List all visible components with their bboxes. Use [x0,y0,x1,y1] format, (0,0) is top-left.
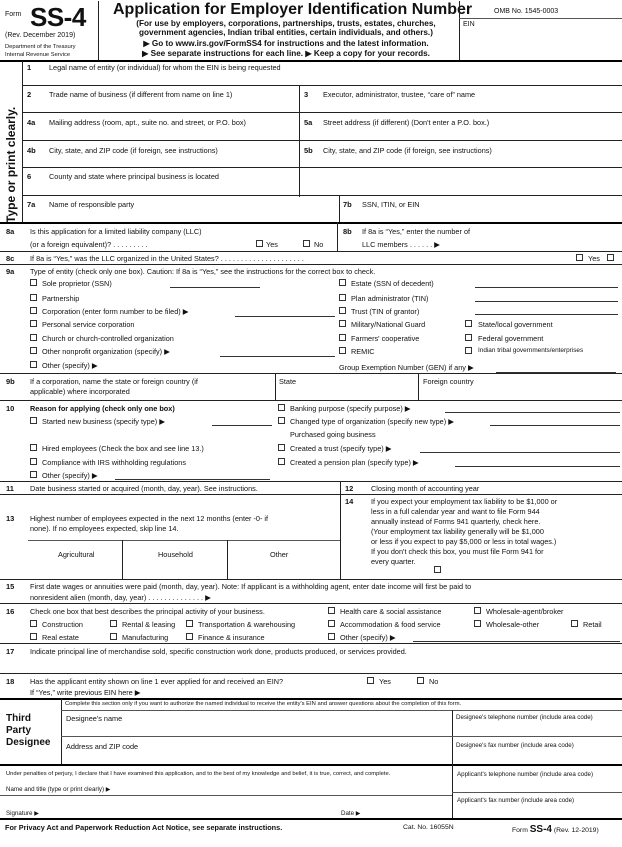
subtitle-3: ▶ Go to www.irs.gov/FormSS4 for instructions and the latest information. [143,39,429,48]
line-5b-number: 5b [304,146,313,155]
entity-type-label: Indian tribal governments/enterprises [478,347,584,354]
line-3-label: Executor, administrator, trustee, “care of” name [323,90,476,99]
entity-specify-line[interactable] [170,287,260,288]
activity-label: Finance & insurance [198,633,265,642]
reason-specify-line[interactable] [490,425,620,426]
line-9b-state-label: State [279,377,297,386]
line-4a-number: 4a [27,118,36,127]
line-13-number: 13 [6,514,15,523]
line-7a-field[interactable] [23,209,338,221]
reason-label: Compliance with IRS withholding regulations [42,458,186,467]
activity-label: Accommodation & food service [340,620,441,629]
line-17-field[interactable] [28,657,620,671]
applicant-fax-label: Applicant's fax number (include area code) [457,797,575,804]
line-5a-number: 5a [304,118,313,127]
line-11-number: 11 [6,484,14,493]
entity-specify-line[interactable] [235,316,335,317]
line-18-label: Has the applicant entity shown on line 1 ever applied for and received an EIN? [30,677,284,686]
line-2-number: 2 [27,90,32,99]
form-title: Application for Employer Identification Number [113,1,473,18]
designee-address-label: Address and ZIP code [66,742,139,751]
entity-type-label: Military/National Guard [351,320,426,329]
line-1-field[interactable] [23,72,621,84]
line-8b-label: If 8a is “Yes,” enter the number of [362,227,471,236]
line-2-label: Trade name of business (if different from name on line 1) [49,90,233,99]
entity-type-checkbox[interactable] [339,279,346,286]
line-4b-number: 4b [27,146,36,155]
omb-number: OMB No. 1545-0003 [494,8,559,15]
third-party-title-1: Third [6,713,31,724]
line-8a-label: Is this application for a limited liability company (LLC) [30,227,202,236]
entity-type-label: Trust (TIN of grantor) [351,307,420,316]
line-9b-foreign-label: Foreign country [423,377,474,386]
line-18-number: 18 [6,677,15,686]
footer-form-id: SS-4 [529,824,552,835]
signature-field[interactable] [50,802,335,816]
line-17-label: Indicate principal line of merchandise sold, specific construction work done, products produced, or services provided. [30,647,407,656]
entity-type-checkbox[interactable] [465,320,472,327]
activity-checkbox[interactable] [474,620,481,627]
line-15-number: 15 [6,582,15,591]
designee-name-field[interactable] [64,724,450,735]
line-9b-foreign-field[interactable] [420,387,620,398]
designee-fax-label: Designee's fax number (include area code) [456,742,574,749]
line-4b-field[interactable] [23,155,298,167]
entity-type-checkbox[interactable] [465,347,472,354]
reason-label: Created a pension plan (specify type) ▶ [290,458,419,467]
activity-label: Wholesale-agent/broker [486,607,564,616]
line-5a-label: Street address (if different) (Don't enter a P.O. box.) [323,118,490,127]
designee-phone-label: Designee's telephone number (include area code) [456,714,593,721]
privacy-notice: For Privacy Act and Paperwork Reduction Act Notice, see separate instructions. [5,823,283,832]
activity-label: Health care & social assistance [340,607,442,616]
line-8c-yes-label: Yes [588,254,600,263]
line-18-yes-checkbox[interactable] [367,677,374,684]
line-7a-number: 7a [27,200,36,209]
line-18-no-checkbox[interactable] [417,677,424,684]
line-7b-label: SSN, ITIN, or EIN [362,200,420,209]
entity-type-label: Partnership [42,294,80,303]
footer-form [512,824,599,835]
line-12-field[interactable] [500,484,620,494]
line-7b-field[interactable] [340,209,620,221]
reason-checkbox[interactable] [278,417,285,424]
activity-checkbox[interactable] [110,620,117,627]
line-12-label: Closing month of accounting year [371,484,480,493]
line-9b-label-2: applicable) where incorporated [30,387,130,396]
line-18-label-2: If “Yes,” write previous EIN here ▶ [30,688,141,697]
line-13-label: Highest number of employees expected in the next 12 months (enter -0- if [30,514,269,523]
line-8a-yes-checkbox[interactable] [256,240,263,247]
line-4a-field[interactable] [23,127,298,139]
line-7a-label: Name of responsible party [49,200,135,209]
employees-other-field[interactable] [229,561,337,577]
line-9b-state-field[interactable] [277,387,417,398]
line-8c-no-checkbox[interactable] [607,254,614,261]
line-15-field[interactable] [220,592,620,602]
subtitle-2: government agencies, Indian tribal entities, certain individuals, and others.) [139,28,433,37]
activity-label: Rental & leasing [122,620,176,629]
activity-checkbox[interactable] [186,620,193,627]
entity-type-label: Corporation (enter form number to be filed) ▶ [42,307,189,316]
employees-other-label: Other [270,550,289,559]
third-party-title-3: Designee [6,737,51,748]
reason-label: Created a trust (specify type) ▶ [290,444,392,453]
reason-label: Hired employees (Check the box and see line 13.) [42,444,204,453]
line-10-number: 10 [6,404,15,413]
reason-specify-line[interactable] [115,479,270,480]
activity-checkbox[interactable] [474,607,481,614]
activity-checkbox[interactable] [186,633,193,640]
line-4b-label: City, state, and ZIP code (if foreign, see instructions) [49,146,218,155]
reason-checkbox[interactable] [30,417,37,424]
reason-label: Other (specify) ▶ [42,471,98,480]
entity-type-label: Plan administrator (TIN) [351,294,429,303]
line-4a-label: Mailing address (room, apt., suite no. and street, or P.O. box) [49,118,246,127]
line-8b-label-2: LLC members . . . . . . ▶ [362,240,440,249]
line-14-text: less in a full calendar year and want to file Form 944 [371,507,540,516]
line-15-label: First date wages or annuities were paid (month, day, year). Note: If applicant is a withholding agent, enter date income will first be paid to [30,582,472,591]
entity-type-label: Sole proprietor (SSN) [42,279,112,288]
previous-ein-field[interactable] [165,687,365,697]
line-5b-label: City, state, and ZIP code (if foreign, see instructions) [323,146,492,155]
entity-tin-line[interactable] [475,314,618,315]
designee-address-field[interactable] [64,751,450,762]
entity-type-label: Other nonprofit organization (specify) ▶ [42,347,170,356]
line-6-field[interactable] [23,181,621,193]
line-6-label: County and state where principal business is located [49,172,219,181]
activity-label: Transportation & warehousing [198,620,296,629]
footer-form-word: Form [512,827,528,834]
reason-label: Changed type of organization (specify new type) ▶ [290,417,454,426]
ein-label: EIN [463,21,475,28]
entity-type-checkbox[interactable] [339,347,346,354]
employees-household-label: Household [158,550,193,559]
entity-type-checkbox[interactable] [30,320,37,327]
perjury-statement: Under penalties of perjury, I declare that I have examined this application, and to the best of my knowledge and belief, it is true, correct, and complete. [6,771,391,777]
entity-type-checkbox[interactable] [30,347,37,354]
reason-checkbox[interactable] [30,444,37,451]
line-2-field[interactable] [23,99,298,111]
line-18-yes-label: Yes [379,677,391,686]
gen-label: Group Exemption Number (GEN) if any ▶ [339,363,474,372]
line-15-label-2: nonresident alien (month, day, year) . . . . . . . . . . . . . . ▶ [30,593,211,602]
applicant-phone-label: Applicant's telephone number (include area code) [457,771,594,778]
activity-checkbox[interactable] [571,620,578,627]
line-8a-no-label: No [314,240,324,249]
reason-label: Started new business (specify type) ▶ [42,417,165,426]
entity-type-label: Federal government [478,334,544,343]
entity-type-label: Other (specify) ▶ [42,361,98,370]
entity-type-checkbox[interactable] [30,361,37,368]
line-12-number: 12 [345,484,354,493]
line-14-text: (Your employment tax liability generally will be $1,000 [371,527,544,536]
agency: Internal Revenue Service [5,52,71,58]
form-number: SS-4 [30,2,86,32]
line-8b-number: 8b [343,227,352,236]
employees-agricultural-label: Agricultural [58,550,95,559]
reason-specify-line[interactable] [420,452,620,453]
entity-type-checkbox[interactable] [339,294,346,301]
line-1-label: Legal name of entity (or individual) for whom the EIN is being requested [49,63,281,72]
name-title-field[interactable] [140,784,450,794]
applicant-fax-field[interactable] [455,806,620,817]
line-16-number: 16 [6,607,15,616]
entity-type-checkbox[interactable] [339,320,346,327]
subtitle-1: (For use by employers, corporations, partnerships, trusts, estates, churches, [136,19,436,28]
entity-tin-line[interactable] [475,287,618,288]
entity-type-label: Estate (SSN of decedent) [351,279,434,288]
activity-label: Manufacturing [122,633,169,642]
activity-checkbox[interactable] [328,620,335,627]
line-3-number: 3 [304,90,309,99]
line-10-label: Reason for applying (check only one box) [30,404,175,413]
entity-type-checkbox[interactable] [30,294,37,301]
line-1-number: 1 [27,63,32,72]
employees-agricultural-field[interactable] [30,561,120,577]
reason-label: Banking purpose (specify purpose) ▶ [290,404,411,413]
line-9b-number: 9b [6,377,15,386]
entity-specify-line[interactable] [220,356,335,357]
line-14-text: annually instead of Forms 941 quarterly, check here. [371,517,541,526]
entity-type-checkbox[interactable] [30,334,37,341]
activity-checkbox[interactable] [30,620,37,627]
line-14-text: If you expect your employment tax liability to be $1,000 or [371,497,558,506]
entity-tin-line[interactable] [475,301,618,302]
name-title-label: Name and title (type or print clearly) ▶ [6,786,111,793]
line-5b-field[interactable] [300,155,620,167]
activity-label: Retail [583,620,602,629]
line-8a-no-checkbox[interactable] [303,240,310,247]
reason-checkbox[interactable] [278,404,285,411]
line-8a-yes-label: Yes [266,240,278,249]
line-13-label-2: none). If no employees expected, skip line 14. [30,524,179,533]
entity-type-label: Church or church-controlled organization [42,334,174,343]
date-label: Date ▶ [341,810,361,817]
entity-type-checkbox[interactable] [339,334,346,341]
revision: (Rev. December 2019) [5,32,76,39]
date-field[interactable] [368,802,450,816]
line-18-no-label: No [429,677,439,686]
activity-label: Construction [42,620,83,629]
line-6-number: 6 [27,172,32,181]
line-17-number: 17 [6,647,15,656]
entity-type-checkbox[interactable] [30,307,37,314]
reason-checkbox[interactable] [30,458,37,465]
activity-checkbox[interactable] [110,633,117,640]
activity-checkbox[interactable] [328,607,335,614]
activity-checkbox[interactable] [30,633,37,640]
entity-type-checkbox[interactable] [30,279,37,286]
line-3-field[interactable] [300,99,620,111]
line-8c-label: If 8a is “Yes,” was the LLC organized in the United States? . . . . . . . . . . . . . . . . . . . . . [30,254,304,263]
third-party-title-2: Party [6,725,32,736]
line-11-field[interactable] [28,494,338,503]
activity-label: Other (specify) ▶ [340,633,396,642]
entity-type-label: Farmers' cooperative [351,334,420,343]
line-14-text: or less if you expect to pay $5,000 or less in total wages.) [371,537,557,546]
reason-checkbox[interactable] [278,458,285,465]
activity-label: Wholesale-other [486,620,540,629]
line-8a-number: 8a [6,227,15,236]
reason-specify-line[interactable] [445,412,620,413]
designee-name-label: Designee's name [66,714,123,723]
activity-checkbox[interactable] [328,633,335,640]
designee-fax-field[interactable] [455,751,620,762]
line-14-text: If you don't check this box, you must file Form 941 for [371,547,544,556]
signature-label: Signature ▶ [6,810,39,817]
third-party-note: Complete this section only if you want to authorize the named individual to receive the entity's EIN and answer questions about the completion of this form. [65,701,462,707]
designee-phone-field[interactable] [455,724,620,735]
line-11-label: Date business started or acquired (month, day, year). See instructions. [30,484,258,493]
side-label: Type or print clearly. [4,106,18,223]
line-8b-field[interactable] [525,238,620,249]
activity-label: Real estate [42,633,79,642]
form-word: Form [5,11,22,18]
subtitle-4: ▶ See separate instructions for each line. ▶ Keep a copy for your records. [142,49,430,58]
line-7b-number: 7b [343,200,352,209]
footer-rev: (Rev. 12-2019) [553,827,599,834]
line-9b-label: If a corporation, name the state or foreign country (if [30,377,198,386]
line-8a-label-2: (or a foreign equivalent)? . . . . . . . . . [30,240,148,249]
line-5a-field[interactable] [300,127,620,139]
line-14-number: 14 [345,497,354,506]
entity-type-label: State/local government [478,320,553,329]
employees-household-field[interactable] [124,561,224,577]
applicant-phone-field[interactable] [455,780,620,791]
line-16-label: Check one box that best describes the principal activity of your business. [30,607,265,616]
department: Department of the Treasury [5,44,76,50]
reason-checkbox[interactable] [30,471,37,478]
catalog-number: Cat. No. 16055N [403,824,454,831]
entity-type-checkbox[interactable] [465,334,472,341]
entity-type-label: REMIC [351,347,375,356]
reason-specify-line[interactable] [455,466,620,467]
entity-type-checkbox[interactable] [339,307,346,314]
reason-specify-line[interactable] [212,425,272,426]
line-14-checkbox[interactable] [434,566,441,573]
line-14-text: every quarter. [371,557,416,566]
line-9a-number: 9a [6,267,15,276]
line-9a-label: Type of entity (check only one box). Caution: If 8a is “Yes,” see the instructions for the correct box to check. [30,267,376,276]
line-8c-yes-checkbox[interactable] [576,254,583,261]
reason-label: Purchased going business [290,430,376,439]
reason-checkbox[interactable] [278,444,285,451]
line-8c-number: 8c [6,254,15,263]
entity-type-label: Personal service corporation [42,320,135,329]
